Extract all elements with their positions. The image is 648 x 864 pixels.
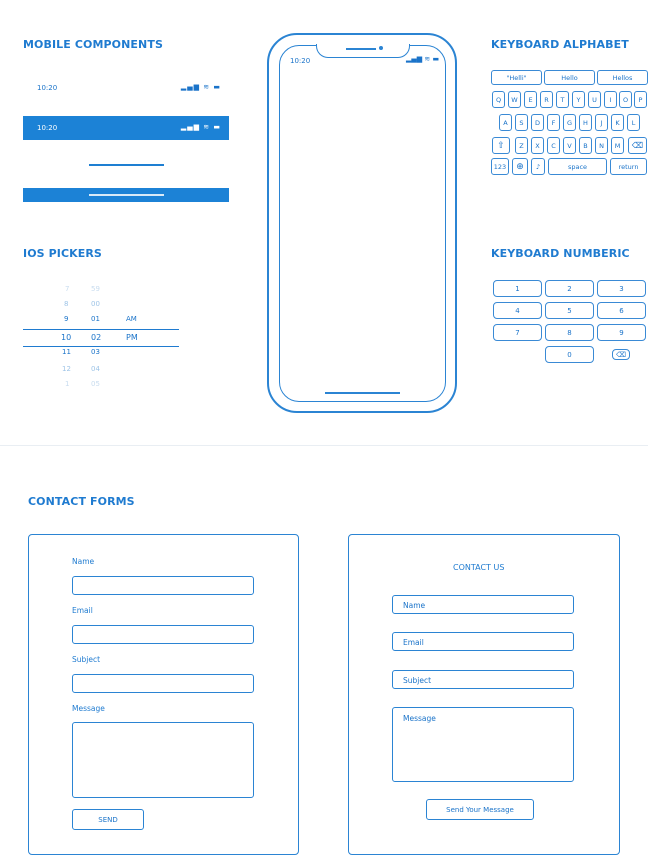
speaker-icon bbox=[346, 48, 376, 50]
name-label: Name bbox=[72, 557, 95, 566]
phone-screen bbox=[279, 45, 446, 402]
key-x[interactable]: X bbox=[531, 137, 544, 154]
picker-selection-bottom-line bbox=[23, 346, 179, 347]
space-key[interactable]: space bbox=[548, 158, 607, 175]
suggestion-key[interactable]: Hello bbox=[544, 70, 595, 85]
contact-forms-heading: CONTACT FORMS bbox=[28, 495, 135, 508]
numpad-key-4[interactable]: 4 bbox=[493, 302, 542, 319]
picker-row-selected bbox=[23, 333, 179, 347]
numpad-key-5[interactable]: 5 bbox=[545, 302, 594, 319]
signal-wifi-battery-icon: ▂▄▆ ≋ ▬ bbox=[406, 55, 440, 63]
key-b[interactable]: B bbox=[579, 137, 592, 154]
email-input[interactable]: Email bbox=[392, 632, 574, 651]
picker-row bbox=[23, 285, 179, 299]
picker-minute: 01 bbox=[91, 315, 100, 323]
status-bar-white bbox=[23, 76, 229, 100]
key-r[interactable]: R bbox=[540, 91, 553, 108]
shift-key-icon[interactable]: ⇧ bbox=[492, 137, 510, 154]
picker-row bbox=[23, 315, 179, 329]
picker-minute: 04 bbox=[91, 365, 100, 373]
picker-minute: 05 bbox=[91, 380, 100, 388]
numpad-key-3[interactable]: 3 bbox=[597, 280, 646, 297]
numpad-key-2[interactable]: 2 bbox=[545, 280, 594, 297]
key-u[interactable]: U bbox=[588, 91, 601, 108]
home-indicator-blue bbox=[89, 194, 164, 196]
name-input[interactable] bbox=[72, 576, 254, 595]
backspace-key-icon[interactable]: ⌫ bbox=[628, 137, 647, 154]
key-n[interactable]: N bbox=[595, 137, 608, 154]
message-textarea[interactable]: Message bbox=[392, 707, 574, 782]
numpad-backspace-icon[interactable]: ⌫ bbox=[612, 349, 630, 360]
key-l[interactable]: L bbox=[627, 114, 640, 131]
key-y[interactable]: Y bbox=[572, 91, 585, 108]
signal-wifi-battery-icon: ▂▄▆ ≋ ▬ bbox=[180, 83, 221, 91]
key-w[interactable]: W bbox=[508, 91, 521, 108]
numpad-key-0[interactable]: 0 bbox=[545, 346, 594, 363]
home-indicator bbox=[325, 392, 400, 394]
picker-hour: 11 bbox=[62, 348, 71, 356]
suggestion-key[interactable]: Hellos bbox=[597, 70, 648, 85]
subject-input[interactable]: Subject bbox=[392, 670, 574, 689]
key-s[interactable]: S bbox=[515, 114, 528, 131]
picker-ampm: AM bbox=[126, 315, 137, 323]
numpad-key-8[interactable]: 8 bbox=[545, 324, 594, 341]
key-k[interactable]: K bbox=[611, 114, 624, 131]
status-time: 10:20 bbox=[37, 84, 58, 92]
camera-icon bbox=[379, 46, 383, 50]
key-p[interactable]: P bbox=[634, 91, 647, 108]
key-o[interactable]: O bbox=[619, 91, 632, 108]
numpad-key-7[interactable]: 7 bbox=[493, 324, 542, 341]
numbers-key[interactable]: 123 bbox=[491, 158, 509, 175]
key-e[interactable]: E bbox=[524, 91, 537, 108]
picker-hour: 9 bbox=[64, 315, 69, 323]
picker-minute: 00 bbox=[91, 300, 100, 308]
subject-label: Subject bbox=[72, 655, 101, 664]
picker-hour: 1 bbox=[65, 380, 70, 388]
picker-row bbox=[23, 300, 179, 314]
send-button[interactable]: SEND bbox=[72, 809, 144, 830]
message-label: Message bbox=[72, 704, 105, 713]
key-m[interactable]: M bbox=[611, 137, 624, 154]
key-h[interactable]: H bbox=[579, 114, 592, 131]
name-input[interactable]: Name bbox=[392, 595, 574, 614]
key-v[interactable]: V bbox=[563, 137, 576, 154]
status-bar-blue bbox=[23, 116, 229, 140]
key-f[interactable]: F bbox=[547, 114, 560, 131]
mobile-components-heading: MOBILE COMPONENTS bbox=[23, 38, 163, 51]
key-j[interactable]: J bbox=[595, 114, 608, 131]
status-time: 10:20 bbox=[37, 124, 58, 132]
key-i[interactable]: I bbox=[604, 91, 617, 108]
suggestion-key[interactable]: "Helli" bbox=[491, 70, 542, 85]
keyboard-alphabet-heading: KEYBOARD ALPHABET bbox=[491, 38, 629, 51]
picker-row bbox=[23, 365, 179, 379]
picker-hour: 10 bbox=[61, 333, 72, 342]
picker-hour: 8 bbox=[64, 300, 69, 308]
key-q[interactable]: Q bbox=[492, 91, 505, 108]
key-g[interactable]: G bbox=[563, 114, 576, 131]
picker-minute: 59 bbox=[91, 285, 100, 293]
picker-ampm: PM bbox=[126, 333, 138, 342]
numpad-key-9[interactable]: 9 bbox=[597, 324, 646, 341]
email-label: Email bbox=[72, 606, 93, 615]
contact-us-title: CONTACT US bbox=[453, 563, 505, 572]
picker-row bbox=[23, 348, 179, 362]
numpad-key-6[interactable]: 6 bbox=[597, 302, 646, 319]
section-divider bbox=[0, 445, 648, 446]
home-indicator-white bbox=[89, 164, 164, 166]
keyboard-numeric-heading: KEYBOARD NUMBERIC bbox=[491, 247, 630, 260]
signal-wifi-battery-icon: ▂▄▆ ≋ ▬ bbox=[180, 123, 221, 131]
globe-key-icon[interactable]: ⊕ bbox=[512, 158, 528, 175]
phone-status-time: 10:20 bbox=[290, 57, 311, 65]
picker-minute: 02 bbox=[91, 333, 102, 342]
key-t[interactable]: T bbox=[556, 91, 569, 108]
numpad-key-1[interactable]: 1 bbox=[493, 280, 542, 297]
picker-selection-top-line bbox=[23, 329, 179, 330]
key-c[interactable]: C bbox=[547, 137, 560, 154]
ios-pickers-heading: IOS PICKERS bbox=[23, 247, 102, 260]
send-message-button[interactable]: Send Your Message bbox=[426, 799, 534, 820]
return-key[interactable]: return bbox=[610, 158, 647, 175]
email-input[interactable] bbox=[72, 625, 254, 644]
picker-hour: 12 bbox=[62, 365, 71, 373]
key-z[interactable]: Z bbox=[515, 137, 528, 154]
phone-notch bbox=[316, 44, 410, 58]
key-d[interactable]: D bbox=[531, 114, 544, 131]
picker-minute: 03 bbox=[91, 348, 100, 356]
key-a[interactable]: A bbox=[499, 114, 512, 131]
picker-row bbox=[23, 380, 179, 394]
message-textarea[interactable] bbox=[72, 722, 254, 798]
microphone-key-icon[interactable]: ♪ bbox=[531, 158, 545, 175]
subject-input[interactable] bbox=[72, 674, 254, 693]
picker-hour: 7 bbox=[65, 285, 70, 293]
